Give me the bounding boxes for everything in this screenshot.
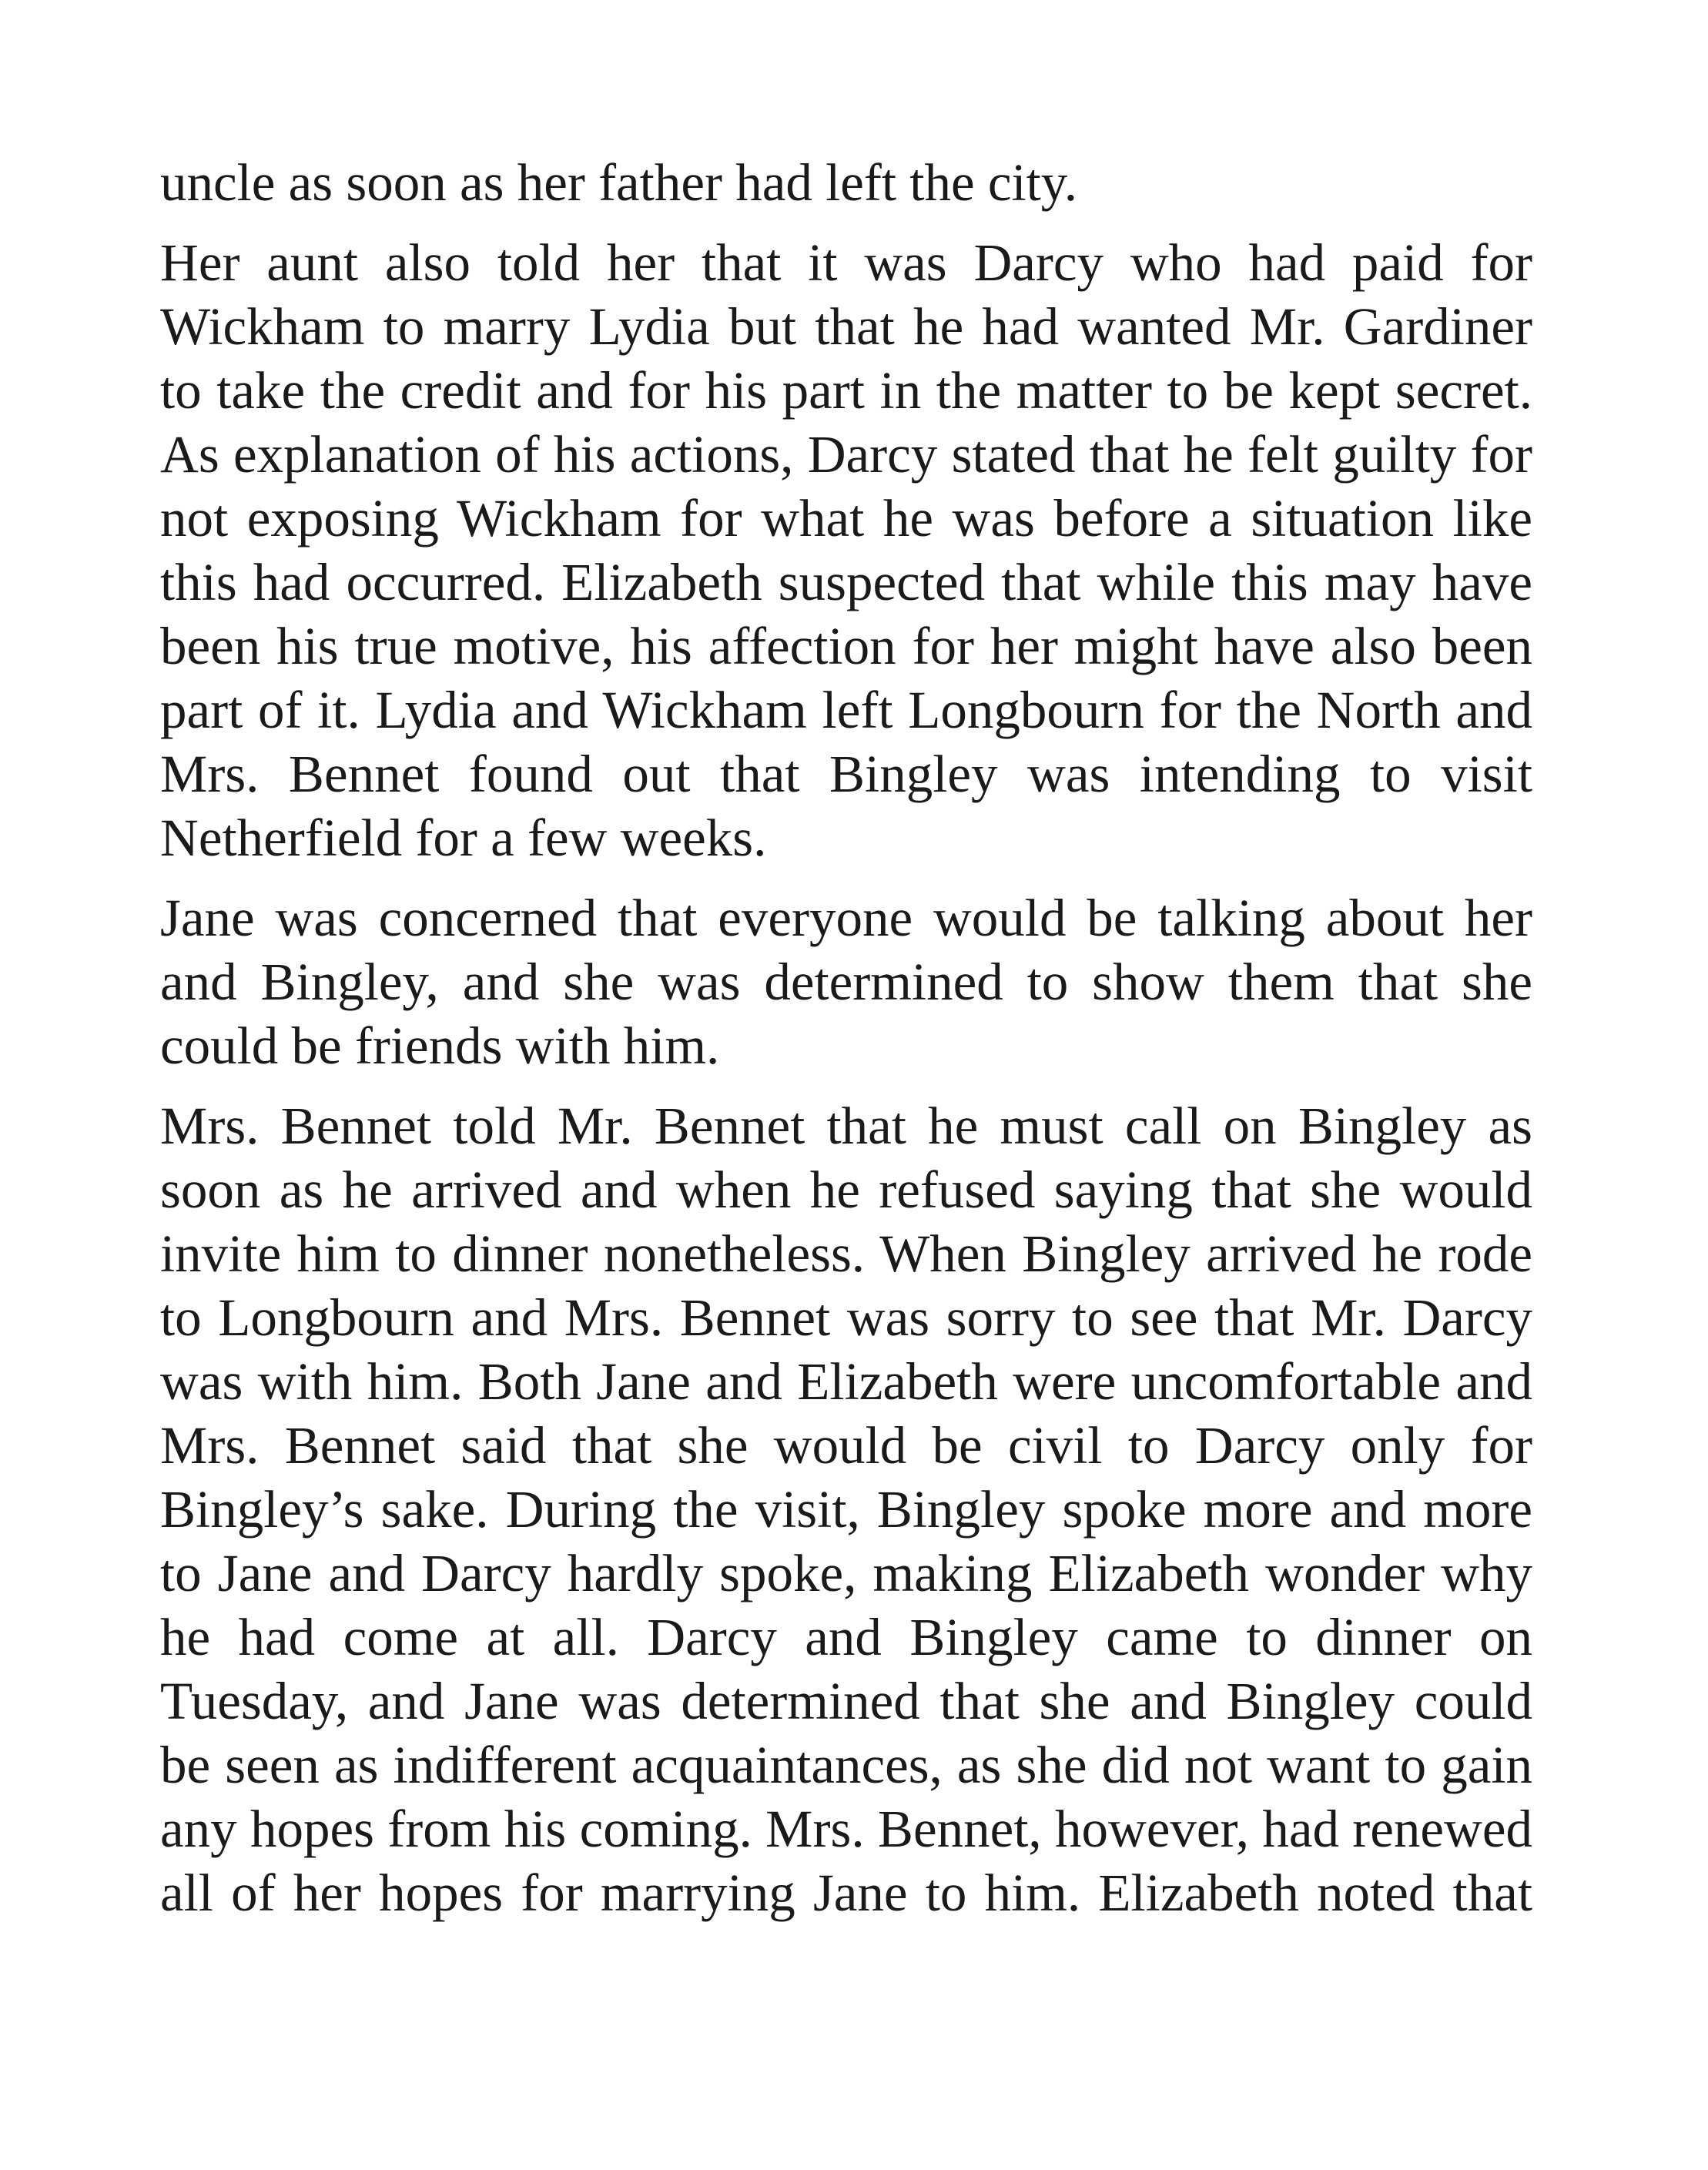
- paragraph-jane-concern: Jane was concerned that everyone would be talking about her and Bingley, and she was determined to show them that she could be friends with him.: [160, 889, 1532, 1075]
- paragraph-bingley-visit: Mrs. Bennet told Mr. Bennet that he must call on Bingley as soon as he arrived and when he refused saying that she would invite him to dinner nonetheless. When Bingley arrived he rode to Longbourn and Mrs. Bennet was sorry to see that Mr. Darcy was with him. Both Jane and Elizabeth were uncomfortable and Mrs. Bennet said that she would be civil to Darcy only for Bingley’s sake. During the visit, Bingley spoke more and more to Jane and Darcy hardly spoke, making Elizabeth wonder why he had come at all. Darcy and Bingley came to dinner on Tuesday, and Jane was determined that she and Bingley could be seen as indifferent acquaintances, as she did not want to gain any hopes from his coming. Mrs. Bennet, however, had renewed all of her hopes for marrying Jane to him. Elizabeth noted that: [160, 1097, 1532, 1922]
- paragraph-continuation: uncle as soon as her father had left the city.: [160, 153, 1078, 212]
- paragraph-aunt-revelation: Her aunt also told her that it was Darcy who had paid for Wickham to marry Lydia but that he had wanted Mr. Gardiner to take the credit and for his part in the matter to be kept secret. As explanation of his actions, Darcy stated that he felt guilty for not exposing Wickham for what he was before a situation like this had occurred. Elizabeth suspected that while this may have been his true motive, his affection for her might have also been part of it. Lydia and Wickham left Longbourn for the North and Mrs. Bennet found out that Bingley was intending to visit Netherfield for a few weeks.: [160, 233, 1532, 867]
- document-page: [160, 151, 1532, 1925]
